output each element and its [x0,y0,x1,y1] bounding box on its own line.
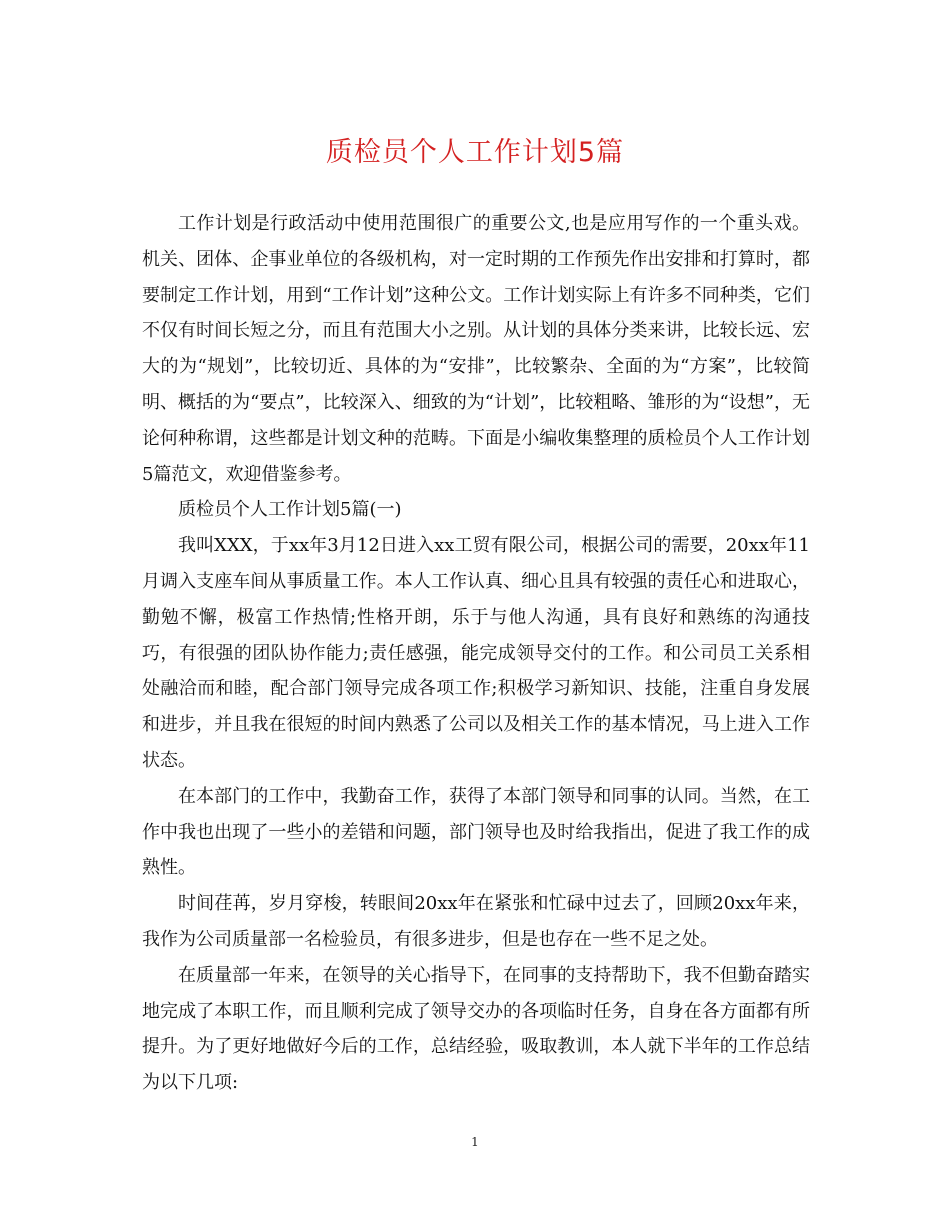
intro-paragraph: 工作计划是行政活动中使用范围很广的重要公文,也是应用写作的一个重头戏。机关、团体、企事业单位的各级机构，对一定时期的工作预先作出安排和打算时，都要制定工作计划，用到“工作计划”这种公文。工作计划实际上有许多不同种类，它们不仅有时间长短之分，而且有范围大小之别。从计划的具体分类来讲，比较长远、宏大的为“规划”，比较切近、具体的为“安排”，比较繁杂、全面的为“方案”，比较简明、概括的为“要点”，比较深入、细致的为“计划”，比较粗略、雏形的为“设想”，无论何种称谓，这些都是计划文种的范畴。下面是小编收集整理的质检员个人工作计划5篇范文，欢迎借鉴参考。 [142,213,810,485]
body-paragraph: 我叫XXX，于xx年3月12日进入xx工贸有限公司，根据公司的需要，20xx年11月调入支座车间从事质量工作。本人工作认真、细心且具有较强的责任心和进取心，勤勉不懈，极富工作热情;性格开朗，乐于与他人沟通，具有良好和熟练的沟通技巧，有很强的团队协作能力;责任感强，能完成领导交付的工作。和公司员工关系相处融洽而和睦，配合部门领导完成各项工作;积极学习新知识、技能，注重自身发展和进步，并且我在很短的时间内熟悉了公司以及相关工作的基本情况，马上进入工作状态。 [142,535,810,771]
document-title: 质检员个人工作计划5篇 [325,137,625,168]
body-paragraph: 在本部门的工作中，我勤奋工作，获得了本部门领导和同事的认同。当然，在工作中我也出现了一些小的差错和问题，部门领导也及时给我指出，促进了我工作的成熟性。 [142,785,810,879]
document-body [142,206,810,1101]
section-heading: 质检员个人工作计划5篇(一) [178,499,402,521]
body-paragraph: 在质量部一年来，在领导的关心指导下，在同事的支持帮助下，我不但勤奋踏实地完成了本职工作，而且顺利完成了领导交办的各项临时任务，自身在各方面都有所提升。为了更好地做好今后的工作，总结经验，吸取教训，本人就下半年的工作总结为以下几项: [142,964,810,1094]
page-number: 1 [471,1135,479,1149]
body-paragraph: 时间荏苒，岁月穿梭，转眼间20xx年在紧张和忙碌中过去了，回顾20xx年来，我作为公司质量部一名检验员，有很多进步，但是也存在一些不足之处。 [142,893,810,950]
